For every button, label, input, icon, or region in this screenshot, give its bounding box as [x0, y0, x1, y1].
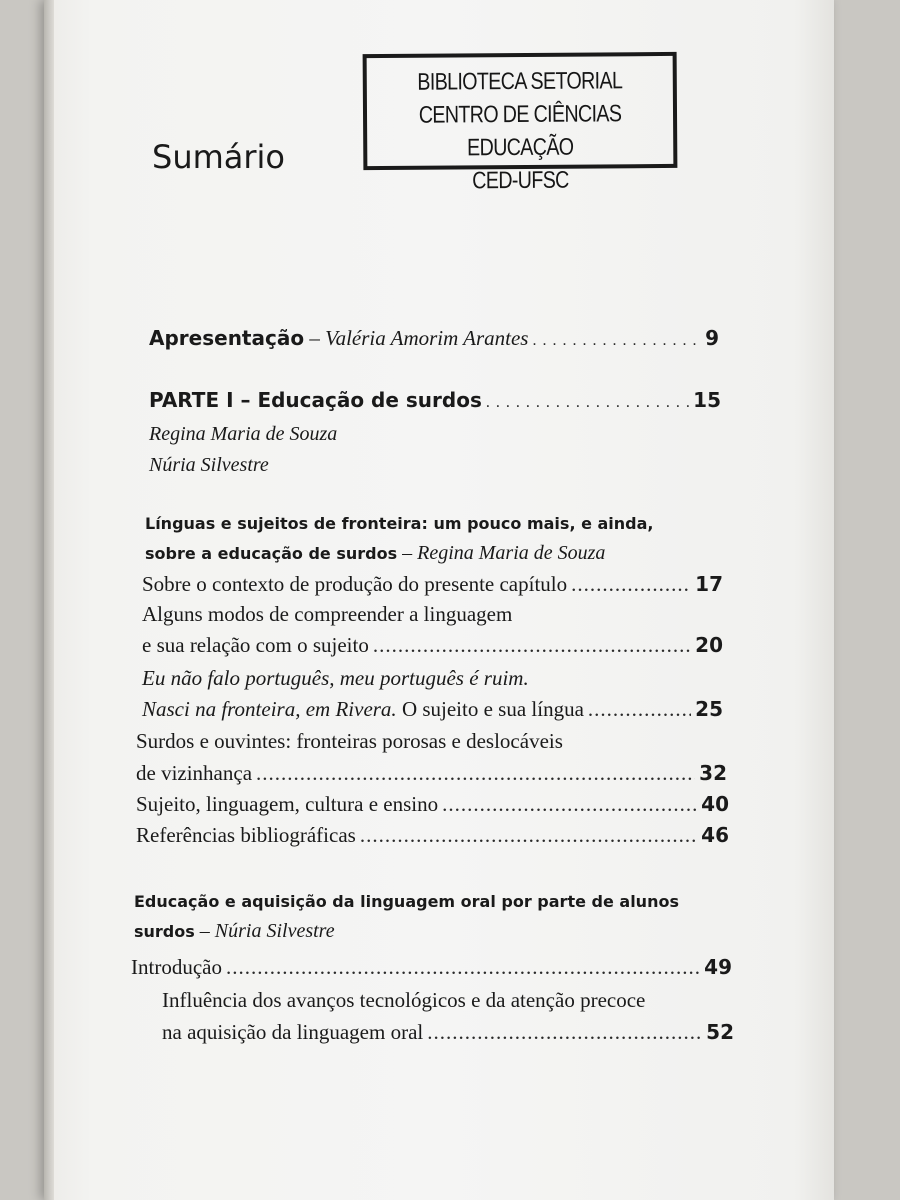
chapter-2-title-text: surdos — [134, 922, 195, 941]
page-number: 17 — [695, 572, 723, 596]
entry-text: na aquisição da linguagem oral — [162, 1020, 424, 1044]
stamp-line-3: CED-UFSC — [472, 166, 569, 195]
entry-text-line-1: Surdos e ouvintes: fronteiras porosas e deslocáveis — [136, 729, 563, 753]
stamp-line-2: CENTRO DE CIÊNCIAS EDUCAÇÃO — [418, 100, 622, 162]
chapter-2-title-line-2 — [134, 920, 335, 943]
parte-author-1: Regina Maria de Souza — [149, 423, 338, 445]
entry-text: Referências bibliográficas — [136, 823, 356, 847]
toc-entry — [142, 633, 723, 658]
dot-leader — [256, 761, 695, 786]
page-number: 15 — [693, 388, 721, 412]
entry-text-line-1: Alguns modos de compreender a linguagem — [142, 602, 513, 626]
chapter-1-title-line-1: Línguas e sujeitos de fronteira: um pouco mais, e ainda, — [145, 514, 654, 533]
chapter-2-dash: – — [194, 920, 215, 942]
chapter-1-title-line-2 — [145, 542, 605, 565]
entry-author: Valéria Amorim Arantes — [325, 326, 529, 350]
chapter-1-dash: – — [397, 542, 418, 564]
toc-entry — [142, 697, 723, 722]
page-number: 32 — [699, 761, 727, 785]
chapter-2-title-line-1: Educação e aquisição da linguagem oral por parte de alunos — [134, 892, 679, 911]
toc-entry — [136, 792, 729, 817]
entry-text: de vizinhança — [136, 761, 253, 785]
toc-entry — [162, 1020, 734, 1045]
entry-text: Sobre o contexto de produção do presente capítulo — [142, 572, 568, 596]
entry-text: Sujeito, linguagem, cultura e ensino — [136, 792, 439, 816]
page-number: 9 — [705, 326, 719, 350]
chapter-1-author: Regina Maria de Souza — [417, 542, 606, 564]
chapter-2-author: Núria Silvestre — [214, 920, 335, 942]
page-number: 52 — [706, 1020, 734, 1044]
entry-label: Apresentação — [149, 326, 305, 350]
dot-leader — [373, 633, 691, 658]
entry-text: O sujeito e sua língua — [396, 697, 584, 721]
toc-entry-apresentacao — [149, 326, 719, 351]
library-stamp — [363, 52, 678, 195]
toc-entry — [136, 761, 727, 786]
dot-leader — [360, 823, 697, 848]
toc-entry-parte-1 — [149, 388, 721, 412]
toc-entry — [142, 572, 723, 597]
dot-leader — [588, 697, 691, 722]
chapter-1-title-text: sobre a educação de surdos — [145, 544, 398, 563]
dot-leader — [442, 792, 697, 817]
entry-label: PARTE I – Educação de surdos — [149, 388, 482, 412]
page-number: 25 — [695, 697, 723, 721]
page-number: 49 — [704, 955, 732, 979]
dot-leader — [532, 332, 701, 350]
dot-leader — [427, 1020, 702, 1045]
page-number: 46 — [701, 823, 729, 847]
stamp-line-1: BIBLIOTECA SETORIAL — [417, 67, 623, 96]
entry-text-line-1: Influência dos avanços tecnológicos e da atenção precoce — [162, 988, 646, 1012]
toc-entry — [131, 955, 732, 980]
parte-author-2: Núria Silvestre — [149, 454, 269, 476]
entry-italic-text: Nasci na fronteira, em Rivera. — [142, 697, 397, 721]
page-number: 20 — [695, 633, 723, 657]
dot-leader — [486, 394, 689, 412]
entry-text: e sua relação com o sujeito — [142, 633, 369, 657]
page-gutter — [44, 0, 54, 1200]
page-title: Sumário — [152, 138, 285, 176]
entry-dash: – — [304, 326, 326, 350]
dot-leader — [226, 955, 700, 980]
page-number: 40 — [701, 792, 729, 816]
entry-text-line-1: Eu não falo português, meu português é ruim. — [142, 666, 529, 690]
entry-text: Introdução — [131, 955, 222, 979]
toc-entry — [136, 823, 729, 848]
dot-leader — [571, 572, 691, 597]
